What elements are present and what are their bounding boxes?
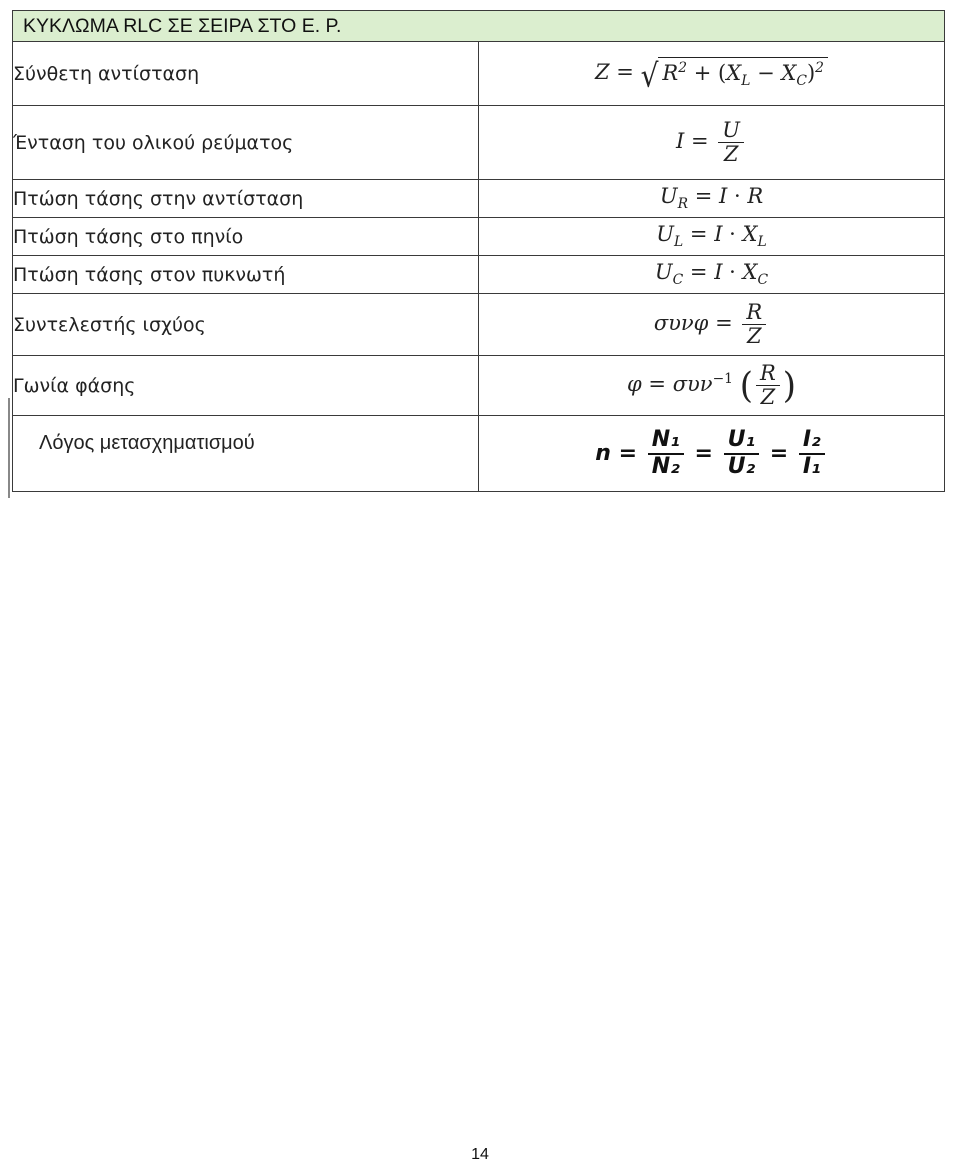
row-label-transformer-ratio: Λόγος μετασχηματισμού [13,416,479,492]
formula-operator: − [757,61,775,86]
fraction-denominator: Z [746,324,762,348]
row-label-power-factor: Συντελεστής ισχύος [13,294,479,356]
formula-exponent: 2 [815,60,824,77]
row-label-current: Ένταση του ολικού ρεύματος [13,106,479,180]
square-root [640,56,828,95]
table-header-row [13,11,945,42]
formula-exponent: 2 [678,60,688,77]
fraction-numerator: U [718,119,744,143]
formula-paren: ( [718,61,727,86]
table-row [13,180,945,218]
formula-symbol: R [747,184,764,209]
formula-operator: = [618,440,638,466]
formula-operator: · [729,222,736,247]
table-row [13,356,945,416]
formula-paren: ) [806,61,816,86]
formula-subscript: C [672,272,684,289]
formula-symbol: X [781,61,797,86]
fraction [799,428,825,478]
fraction [718,119,744,166]
formula-operator: = [616,60,634,84]
fraction [724,428,760,478]
table-row [13,106,945,180]
formula-operator: = [691,129,709,153]
fraction-numerator: I₂ [799,428,825,454]
formula-paren: ( [739,364,753,407]
table-row [13,256,945,294]
table-row [13,416,945,492]
row-label-capacitor-drop: Πτώση τάσης στον πυκνωτή [13,256,479,294]
formula-subscript: R [677,196,688,213]
fraction-denominator: I₁ [802,453,821,479]
formula-subscript: L [757,234,767,251]
table-row [13,294,945,356]
formula-subscript: C [796,73,807,90]
fraction-denominator: U₂ [727,453,756,479]
formula-symbol: φ [626,372,642,396]
formula-operator: = [694,184,713,209]
fraction-numerator: R [756,362,780,386]
table-row [13,42,945,106]
fraction [648,428,684,478]
formula-operator: = [648,372,666,396]
formula-symbol: I [676,129,685,153]
table-row [13,218,945,256]
formula-symbol: X [726,61,742,86]
formula-operator: = [689,222,708,247]
fraction-denominator: Z [723,142,739,166]
row-label-resistor-drop: Πτώση τάσης στην αντίσταση [13,180,479,218]
formula-symbol: R [662,61,679,86]
formula-operator: = [715,311,733,335]
formula-operator: = [769,440,789,466]
formula-symbol: I [714,260,723,285]
formula-operator: = [694,440,713,466]
formula-resistor-drop [479,180,945,218]
formula-subscript: L [673,234,684,251]
fraction-numerator: U₁ [724,428,760,454]
formula-inductor-drop [479,218,945,256]
formula-operator: · [729,260,736,285]
formula-power-factor [479,294,945,356]
fraction [742,301,766,348]
formula-current [479,106,945,180]
formula-symbol: συνφ [653,311,709,335]
formula-transformer-ratio [479,416,945,492]
formula-capacitor-drop [479,256,945,294]
fraction-numerator: N₁ [648,428,684,454]
formula-symbol: X [742,222,758,247]
formula-paren: ) [782,364,797,407]
formula-symbol: U [656,222,674,247]
formula-operator: = [689,260,708,285]
fraction-denominator: Z [760,385,776,409]
formula-symbol: U [659,184,678,209]
formula-function: συν [672,372,713,396]
formula-exponent: −1 [712,371,733,387]
table-title: ΚΥΚΛΩΜΑ RLC ΣΕ ΣΕΙΡΑ ΣΤΟ Ε. Ρ. [13,11,945,42]
formula-operator: · [733,184,741,209]
radical-sign-icon: √ [640,56,659,95]
rlc-formula-table [12,10,945,492]
page-number: 14 [471,1146,489,1163]
formula-symbol: X [742,260,758,285]
fraction-numerator: R [742,301,766,325]
formula-impedance [479,42,945,106]
formula-symbol: I [714,222,723,247]
row-label-phase-angle: Γωνία φάσης [13,356,479,416]
formula-phase-angle [479,356,945,416]
formula-symbol: I [718,184,728,209]
formula-subscript: L [741,73,751,90]
fraction-denominator: N₂ [651,453,680,479]
formula-subscript: C [757,272,769,289]
row-label-inductor-drop: Πτώση τάσης στο πηνίο [13,218,479,256]
formula-operator: + [693,61,712,86]
formula-symbol: Z [595,60,610,84]
scan-edge-mark [8,398,10,498]
formula-symbol: U [654,260,673,285]
fraction [756,362,780,409]
row-label-impedance: Σύνθετη αντίσταση [13,42,479,106]
formula-symbol: n [595,440,611,466]
